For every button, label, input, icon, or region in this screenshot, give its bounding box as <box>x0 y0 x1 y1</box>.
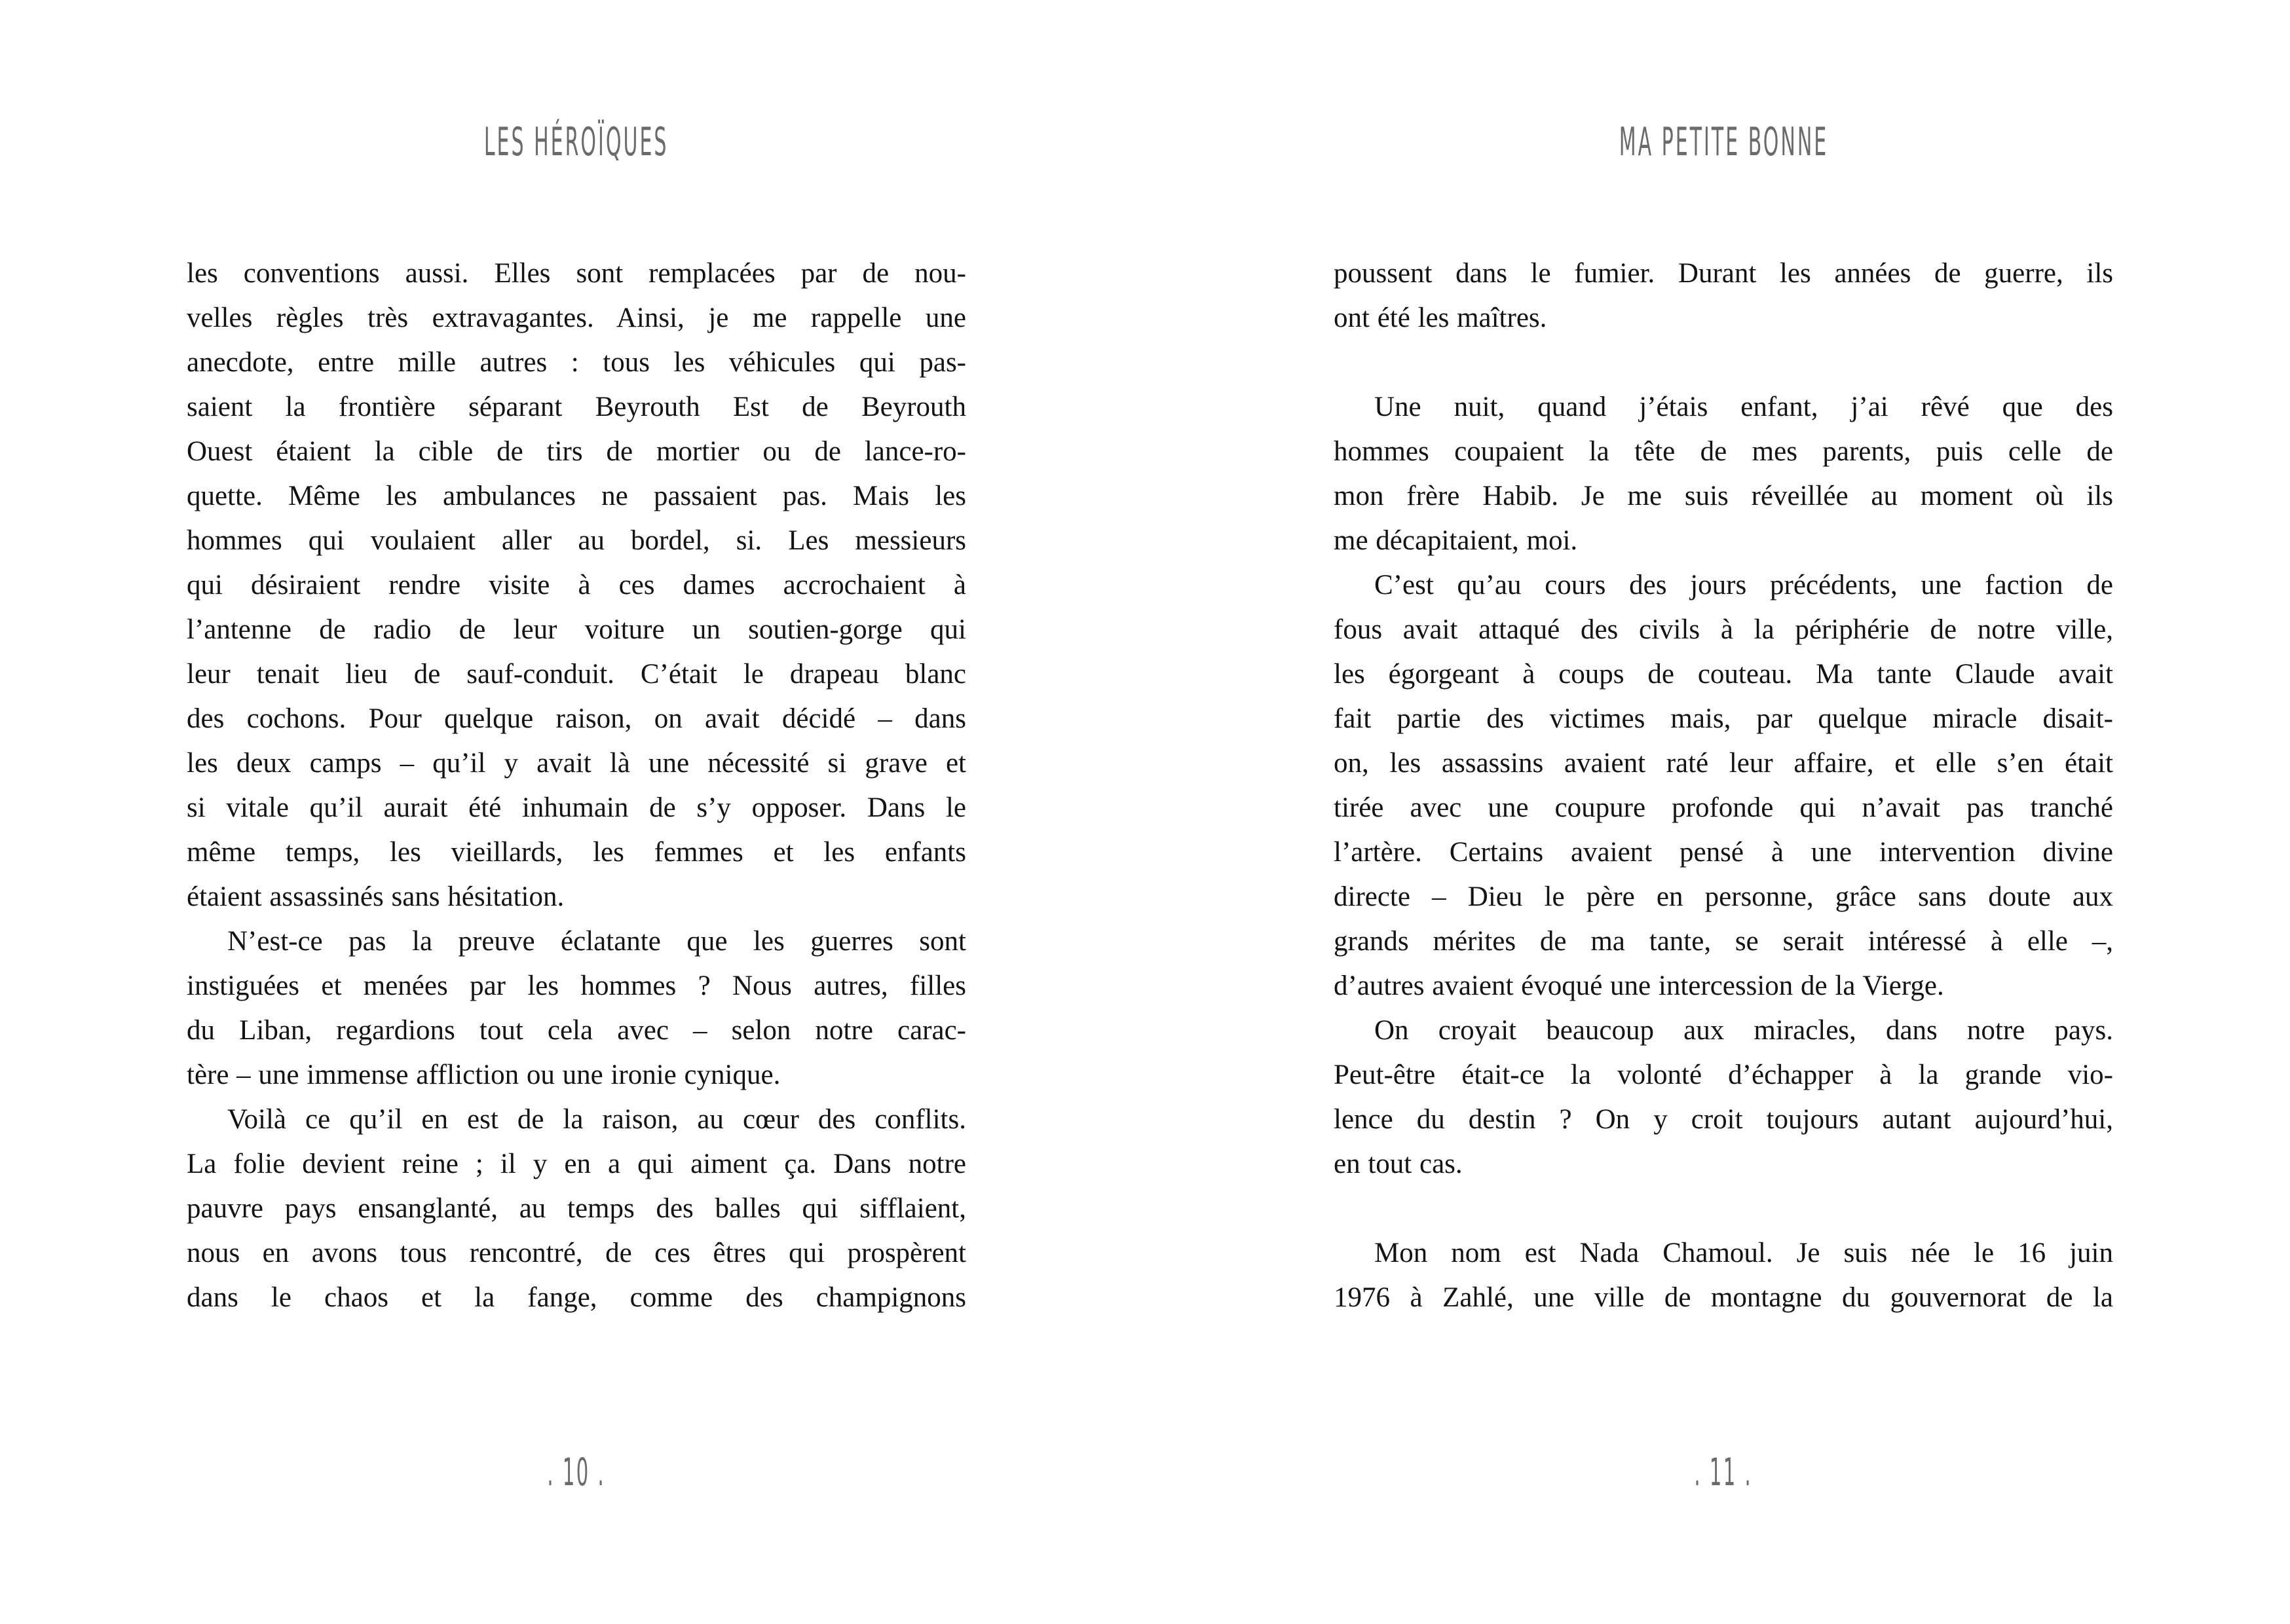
text-line: fait partie des victimes mais, par quelque miracle disait- <box>1334 703 2113 734</box>
text-line: velles règles très extravagantes. Ainsi, je me rappelle une <box>187 303 966 333</box>
text-line: qui désiraient rendre visite à ces dames accrochaient à <box>187 570 966 600</box>
text-line: Une nuit, quand j’étais enfant, j’ai rêvé que des <box>1374 392 2113 422</box>
left-running-header-title: LES HÉROÏQUES <box>484 119 669 165</box>
right-running-header-title: MA PETITE BONNE <box>1619 119 1828 165</box>
text-line: fous avait attaqué des civils à la périphérie de notre ville, <box>1334 614 2113 645</box>
left-page-number: . 10 . <box>547 1450 606 1494</box>
text-line: des cochons. Pour quelque raison, on avait décidé – dans <box>187 703 966 734</box>
text-line: en tout cas. <box>1334 1149 1463 1179</box>
text-line: On croyait beaucoup aux miracles, dans notre pays. <box>1374 1015 2113 1046</box>
text-line: C’est qu’au cours des jours précédents, une faction de <box>1374 570 2113 600</box>
left-text-block <box>187 251 966 1320</box>
text-line: tirée avec une coupure profonde qui n’avait pas tranché <box>1334 792 2113 823</box>
text-line: étaient assassinés sans hésitation. <box>187 881 565 912</box>
text-line: les conventions aussi. Elles sont remplacées par de nou- <box>187 258 966 289</box>
text-line: tère – une immense affliction ou une ironie cynique. <box>187 1060 781 1090</box>
text-line: anecdote, entre mille autres : tous les véhicules qui pas- <box>187 347 966 378</box>
text-line: l’antenne de radio de leur voiture un soutien-gorge qui <box>187 614 966 645</box>
text-line: instiguées et menées par les hommes ? Nous autres, filles <box>187 970 966 1001</box>
text-line: 1976 à Zahlé, une ville de montagne du gouvernorat de la <box>1334 1282 2113 1313</box>
text-line: La folie devient reine ; il y en a qui aiment ça. Dans notre <box>187 1149 966 1179</box>
text-line: lence du destin ? On y croit toujours autant aujourd’hui, <box>1334 1104 2113 1135</box>
text-line: les deux camps – qu’il y avait là une nécessité si grave et <box>187 748 966 779</box>
text-line: ont été les maîtres. <box>1334 303 1547 333</box>
text-line: mon frère Habib. Je me suis réveillée au moment où ils <box>1334 481 2113 511</box>
right-running-header <box>1334 119 2113 173</box>
text-line: hommes coupaient la tête de mes parents, puis celle de <box>1334 436 2113 467</box>
text-line: les égorgeant à coups de couteau. Ma tante Claude avait <box>1334 659 2113 690</box>
text-line: me décapitaient, moi. <box>1334 525 1578 556</box>
left-folio <box>187 1452 966 1502</box>
text-line: l’artère. Certains avaient pensé à une intervention divine <box>1334 837 2113 868</box>
text-line: pauvre pays ensanglanté, au temps des balles qui sifflaient, <box>187 1193 966 1224</box>
text-line: nous en avons tous rencontré, de ces êtres qui prospèrent <box>187 1238 966 1268</box>
text-line: Peut-être était-ce la volonté d’échapper à la grande vio- <box>1334 1060 2113 1090</box>
right-page-number: . 11 . <box>1694 1450 1753 1494</box>
text-line: hommes qui voulaient aller au bordel, si. Les messieurs <box>187 525 966 556</box>
text-line: N’est-ce pas la preuve éclatante que les guerres sont <box>227 926 966 957</box>
left-page <box>187 0 966 1624</box>
right-page <box>1334 0 2113 1624</box>
text-line: d’autres avaient évoqué une intercession de la Vierge. <box>1334 970 1944 1001</box>
text-line: Mon nom est Nada Chamoul. Je suis née le 16 juin <box>1374 1238 2113 1268</box>
text-line: directe – Dieu le père en personne, grâce sans doute aux <box>1334 881 2113 912</box>
text-line: Voilà ce qu’il en est de la raison, au cœur des conflits. <box>227 1104 966 1135</box>
text-line: saient la frontière séparant Beyrouth Est de Beyrouth <box>187 392 966 422</box>
text-line: même temps, les vieillards, les femmes et les enfants <box>187 837 966 868</box>
left-running-header <box>187 119 966 173</box>
text-line: quette. Même les ambulances ne passaient pas. Mais les <box>187 481 966 511</box>
text-line: poussent dans le fumier. Durant les années de guerre, ils <box>1334 258 2113 289</box>
text-line: grands mérites de ma tante, se serait intéressé à elle –, <box>1334 926 2113 957</box>
text-line: si vitale qu’il aurait été inhumain de s’y opposer. Dans le <box>187 792 966 823</box>
text-line: dans le chaos et la fange, comme des champignons <box>187 1282 966 1313</box>
text-line: on, les assassins avaient raté leur affaire, et elle s’en était <box>1334 748 2113 779</box>
text-line: du Liban, regardions tout cela avec – selon notre carac- <box>187 1015 966 1046</box>
text-line: leur tenait lieu de sauf-conduit. C’était le drapeau blanc <box>187 659 966 690</box>
blank-line <box>1334 1187 2113 1231</box>
right-text-block <box>1334 251 2113 1320</box>
blank-line <box>1334 341 2113 385</box>
right-folio <box>1334 1452 2113 1502</box>
text-line: Ouest étaient la cible de tirs de mortier ou de lance-ro- <box>187 436 966 467</box>
